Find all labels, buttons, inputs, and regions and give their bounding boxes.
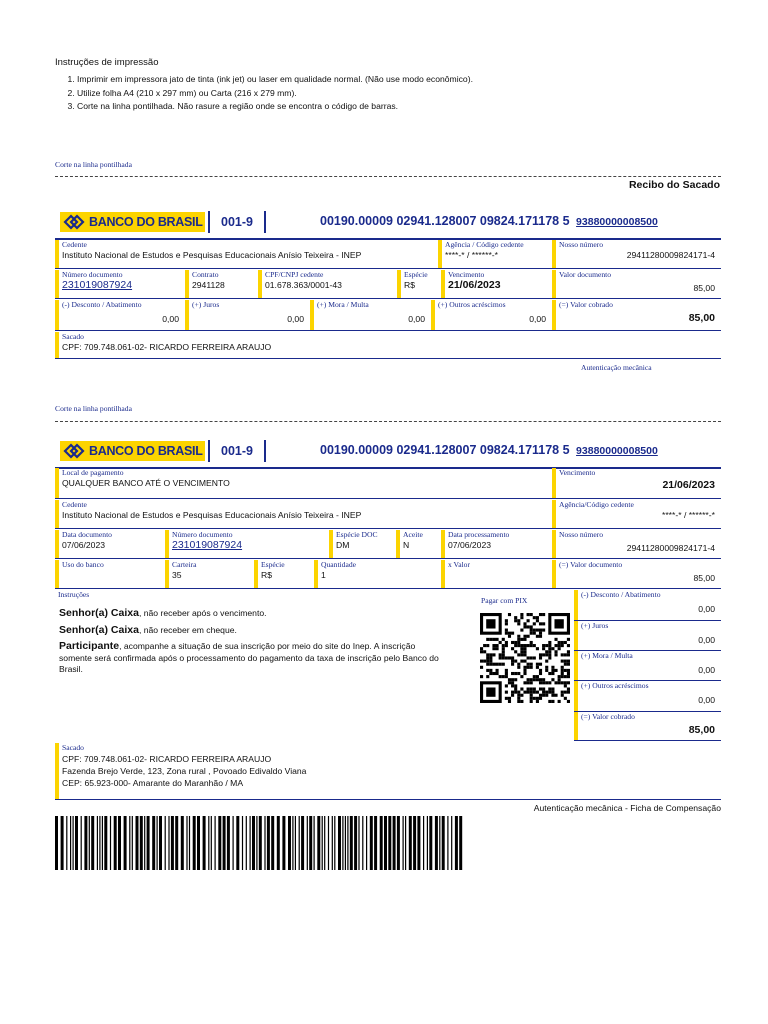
bank-logo: [60, 441, 205, 461]
contrato-field: Contrato 2941128: [185, 270, 258, 298]
mora-field: (+) Mora / Multa 0,00: [310, 300, 431, 330]
vencimento-field: Vencimento 21/06/2023: [441, 270, 552, 298]
instruction-item: 1. Imprimir em impressora jato de tinta (ink jet) ou laser em qualidade normal. (Não use modo econômico).: [77, 74, 473, 84]
digitable-line-main: 00190.00009 02941.128007 09824.171178 5: [320, 214, 570, 228]
numero-documento-link[interactable]: 231019087924: [172, 539, 243, 551]
autenticacao-mecanica: Autenticação mecânica: [581, 363, 652, 372]
valor-documento-field: (=) Valor documento 85,00: [552, 560, 721, 588]
instrucoes-label: Instruções: [58, 590, 90, 599]
recibo-row-documento: [55, 270, 721, 299]
desconto-field: (-) Desconto / Abatimento 0,00: [55, 300, 185, 330]
bank-name: BANCO DO BRASIL: [89, 444, 203, 458]
sacado-field: Sacado CPF: 709.748.061-02- RICARDO FERREIRA ARAUJO Fazenda Brejo Verde, 123, Zona rural , Povoado Edivaldo Viana CEP: 65.923-000- Amarante do Maranhão / MA: [55, 743, 721, 799]
desconto-field: (-) Desconto / Abatimento 0,00: [574, 590, 721, 620]
local-pagamento-field: Local de pagamento QUALQUER BANCO ATÉ O VENCIMENTO: [55, 468, 552, 498]
ficha-row-local: [55, 468, 721, 499]
pix-label: Pagar com PIX: [481, 596, 528, 605]
digitable-line: [320, 443, 658, 457]
cut-label: Corte na linha pontilhada: [55, 160, 132, 169]
recibo-row-cedente: [55, 240, 721, 269]
numero-documento-link[interactable]: 231019087924: [62, 279, 133, 291]
cut-label: Corte na linha pontilhada: [55, 404, 132, 413]
juros-field: (+) Juros 0,00: [574, 621, 721, 650]
instrucoes-box: [55, 590, 467, 740]
especie-field: Espécie R$: [397, 270, 441, 298]
barcode: [55, 816, 465, 870]
ficha-cobrado: [574, 712, 721, 741]
uso-banco-field: Uso do banco: [55, 560, 165, 588]
recibo-row-sacado: [55, 332, 721, 359]
ficha-outros: [574, 681, 721, 712]
print-instructions-list: [55, 74, 473, 111]
sacado-field: Sacado CPF: 709.748.061-02- RICARDO FERREIRA ARAUJO: [55, 332, 721, 358]
cut-line: [55, 421, 721, 422]
nosso-numero-field: Nosso número 29411280009824171-4: [552, 240, 721, 268]
bank-code: 001-9: [208, 211, 266, 233]
especie-doc-field: Espécie DOC DM: [329, 530, 396, 558]
data-documento-field: Data documento 07/06/2023: [55, 530, 165, 558]
digitable-line-tail[interactable]: 93880000008500: [576, 445, 658, 457]
bank-name: BANCO DO BRASIL: [89, 215, 203, 229]
ficha-juros: [574, 621, 721, 651]
bank-logo-icon: [63, 442, 85, 460]
instrucao-linha-2: Senhor(a) Caixa, não receber em cheque.: [59, 623, 237, 636]
especie-field: Espécie R$: [254, 560, 314, 588]
autenticacao-ficha: Autenticação mecânica - Ficha de Compensação: [533, 803, 721, 813]
quantidade-field: Quantidade 1: [314, 560, 441, 588]
instruction-item: 2. Utilize folha A4 (210 x 297 mm) ou Carta (216 x 279 mm).: [77, 88, 473, 98]
valor-cobrado-field: (=) Valor cobrado 85,00: [552, 300, 721, 330]
cedente-field: Cedente Instituto Nacional de Estudos e Pesquisas Educacionais Anísio Teixeira - INEP: [55, 240, 438, 268]
ficha-row-cedente: [55, 500, 721, 529]
bank-code: 001-9: [208, 440, 266, 462]
digitable-line: [320, 214, 658, 228]
aceite-field: Aceite N: [396, 530, 441, 558]
outros-field: (+) Outros acréscimos 0,00: [574, 681, 721, 711]
digitable-line-main: 00190.00009 02941.128007 09824.171178 5: [320, 443, 570, 457]
x-valor-field: x Valor: [441, 560, 552, 588]
recibo-header: [55, 208, 721, 240]
valor-cobrado-field: (=) Valor cobrado 85,00: [574, 712, 721, 740]
ficha-row-uso-banco: [55, 560, 721, 589]
agencia-field: Agência/Código cedente ****-* / ******-*: [552, 500, 721, 528]
valor-documento-field: Valor documento 85,00: [552, 270, 721, 298]
ficha-sacado: [55, 743, 721, 800]
instrucao-linha-3: Participante, acompanhe a situação de sua inscrição por meio do site do Inep. A inscrição somente será confirmada após o processamento do pagamento da taxa de inscrição pelo Banco do Brasil.: [59, 640, 439, 674]
instrucao-linha-1: Senhor(a) Caixa, não receber após o vencimento.: [59, 607, 267, 619]
numero-documento-field: Número documento 231019087924: [165, 530, 329, 558]
recibo-title: Recibo do Sacado: [628, 179, 720, 191]
instruction-item: 3. Corte na linha pontilhada. Não rasure a região onde se encontra o código de barras.: [77, 101, 473, 111]
nosso-numero-field: Nosso número 29411280009824171-4: [552, 530, 721, 558]
ficha-mora: [574, 651, 721, 681]
recibo-row-valores: [55, 300, 721, 331]
ficha-desconto: [574, 590, 721, 621]
data-processamento-field: Data processamento 07/06/2023: [441, 530, 552, 558]
ficha-row-documento: [55, 530, 721, 559]
bank-logo-icon: [63, 213, 85, 231]
cedente-field: Cedente Instituto Nacional de Estudos e Pesquisas Educacionais Anísio Teixeira - INEP: [55, 500, 552, 528]
digitable-line-tail[interactable]: 93880000008500: [576, 216, 658, 228]
vencimento-field: Vencimento 21/06/2023: [552, 468, 721, 498]
juros-field: (+) Juros 0,00: [185, 300, 310, 330]
pix-qr-code: [480, 613, 570, 703]
ficha-header: [55, 437, 721, 469]
print-instructions-title: Instruções de impressão: [55, 57, 159, 68]
bank-logo: [60, 212, 205, 232]
carteira-field: Carteira 35: [165, 560, 254, 588]
agencia-field: Agência / Código cedente ****-* / ******-*: [438, 240, 552, 268]
outros-field: (+) Outros acréscimos 0,00: [431, 300, 552, 330]
cpf-cnpj-field: CPF/CNPJ cedente 01.678.363/0001-43: [258, 270, 397, 298]
print-instructions: [55, 57, 473, 115]
cut-line: [55, 176, 721, 177]
mora-field: (+) Mora / Multa 0,00: [574, 651, 721, 680]
numero-documento-field: Número documento 231019087924: [55, 270, 185, 298]
